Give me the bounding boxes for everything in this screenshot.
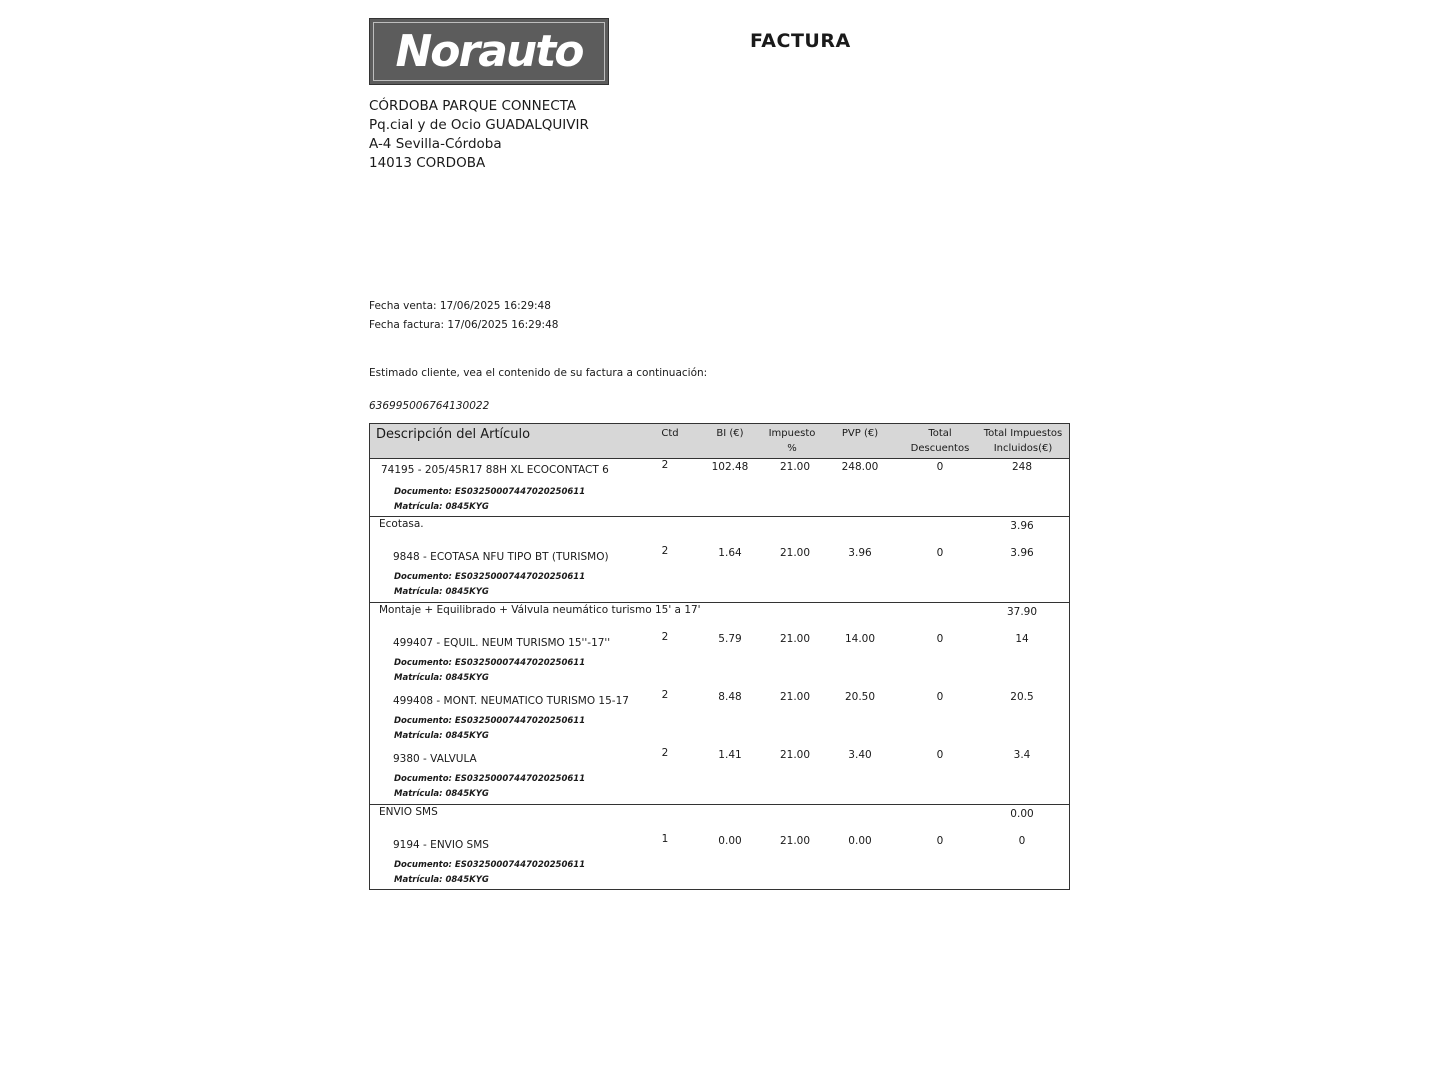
item-plate: Matrícula: 0845KYG xyxy=(394,502,489,512)
item-discount: 0 xyxy=(936,547,944,559)
item-tax: 21.00 xyxy=(779,633,811,645)
row-divider xyxy=(370,602,1069,603)
item-plate: Matrícula: 0845KYG xyxy=(394,673,489,683)
item-description: 74195 - 205/45R17 88H XL ECOCONTACT 6 xyxy=(381,464,609,476)
item-total: 20.5 xyxy=(1010,691,1034,703)
item-base: 1.64 xyxy=(718,547,742,559)
group-label: Montaje + Equilibrado + Válvula neumático turismo 15' a 17' xyxy=(379,604,701,616)
row-divider xyxy=(370,804,1069,805)
invoice-reference: 636995006764130022 xyxy=(369,400,490,412)
item-tax: 21.00 xyxy=(779,749,811,761)
item-discount: 0 xyxy=(936,461,944,473)
item-document: Documento: ES03250007447020250611 xyxy=(394,487,586,497)
item-total: 3.96 xyxy=(1010,547,1034,559)
store-address xyxy=(369,97,589,173)
item-document: Documento: ES03250007447020250611 xyxy=(394,774,586,784)
item-description: 499408 - MONT. NEUMATICO TURISMO 15-17 xyxy=(393,695,629,707)
item-total: 14 xyxy=(1015,633,1029,645)
document-title: FACTURA xyxy=(750,30,851,52)
item-document: Documento: ES03250007447020250611 xyxy=(394,572,586,582)
address-line: CÓRDOBA PARQUE CONNECTA xyxy=(369,98,577,114)
item-pvp: 20.50 xyxy=(844,691,876,703)
item-quantity: 1 xyxy=(661,833,669,845)
item-plate: Matrícula: 0845KYG xyxy=(394,789,489,799)
logo-text: Norauto xyxy=(395,26,583,77)
item-quantity: 2 xyxy=(661,545,669,557)
item-plate: Matrícula: 0845KYG xyxy=(394,587,489,597)
header-tax-line2: % xyxy=(787,443,797,454)
item-document: Documento: ES03250007447020250611 xyxy=(394,658,586,668)
group-label: Ecotasa. xyxy=(379,518,424,530)
header-base: BI (€) xyxy=(716,428,744,439)
header-total-line1: Total Impuestos xyxy=(983,428,1063,439)
header-discounts-line2: Descuentos xyxy=(910,443,970,454)
header-tax-line1: Impuesto xyxy=(768,428,816,439)
item-description: 499407 - EQUIL. NEUM TURISMO 15''-17'' xyxy=(393,637,611,649)
item-pvp: 14.00 xyxy=(844,633,876,645)
greeting-text: Estimado cliente, vea el contenido de su factura a continuación: xyxy=(369,367,708,379)
group-total: 3.96 xyxy=(1010,520,1034,532)
group-total: 0.00 xyxy=(1010,808,1034,820)
item-pvp: 248.00 xyxy=(841,461,879,473)
item-discount: 0 xyxy=(936,835,944,847)
item-quantity: 2 xyxy=(661,459,669,471)
item-pvp: 3.96 xyxy=(848,547,872,559)
dates-block xyxy=(369,297,558,335)
logo-frame xyxy=(373,22,605,81)
item-base: 102.48 xyxy=(711,461,749,473)
invoice-date: Fecha factura: 17/06/2025 16:29:48 xyxy=(369,319,559,331)
address-line: A-4 Sevilla-Córdoba xyxy=(369,136,502,152)
item-tax: 21.00 xyxy=(779,461,811,473)
item-pvp: 0.00 xyxy=(848,835,872,847)
item-base: 1.41 xyxy=(718,749,742,761)
item-discount: 0 xyxy=(936,633,944,645)
item-document: Documento: ES03250007447020250611 xyxy=(394,716,586,726)
item-description: 9194 - ENVIO SMS xyxy=(393,839,489,851)
item-total: 0 xyxy=(1018,835,1026,847)
item-total: 3.4 xyxy=(1013,749,1031,761)
item-plate: Matrícula: 0845KYG xyxy=(394,875,489,885)
item-pvp: 3.40 xyxy=(848,749,872,761)
address-line: Pq.cial y de Ocio GUADALQUIVIR xyxy=(369,117,589,133)
item-quantity: 2 xyxy=(661,689,669,701)
item-total: 248 xyxy=(1011,461,1033,473)
header-quantity: Ctd xyxy=(661,428,679,439)
header-total-line2: Incluidos(€) xyxy=(993,443,1053,454)
invoice-table xyxy=(369,423,1070,890)
item-quantity: 2 xyxy=(661,747,669,759)
row-divider xyxy=(370,516,1069,517)
sale-date: Fecha venta: 17/06/2025 16:29:48 xyxy=(369,300,551,312)
item-description: 9380 - VALVULA xyxy=(393,753,477,765)
header-pvp: PVP (€) xyxy=(841,428,879,439)
item-tax: 21.00 xyxy=(779,835,811,847)
table-header xyxy=(370,424,1069,459)
item-quantity: 2 xyxy=(661,631,669,643)
address-line: 14013 CORDOBA xyxy=(369,155,486,171)
item-discount: 0 xyxy=(936,749,944,761)
header-total xyxy=(978,426,1068,456)
item-discount: 0 xyxy=(936,691,944,703)
item-base: 8.48 xyxy=(718,691,742,703)
group-total: 37.90 xyxy=(1006,606,1038,618)
item-tax: 21.00 xyxy=(779,691,811,703)
norauto-logo xyxy=(369,18,609,85)
item-plate: Matrícula: 0845KYG xyxy=(394,731,489,741)
item-base: 0.00 xyxy=(718,835,742,847)
header-tax xyxy=(762,426,822,456)
item-document: Documento: ES03250007447020250611 xyxy=(394,860,586,870)
header-description: Descripción del Artículo xyxy=(376,427,531,442)
header-discounts-line1: Total xyxy=(928,428,952,439)
item-description: 9848 - ECOTASA NFU TIPO BT (TURISMO) xyxy=(393,551,609,563)
header-discounts xyxy=(905,426,975,456)
item-base: 5.79 xyxy=(718,633,742,645)
item-tax: 21.00 xyxy=(779,547,811,559)
group-label: ENVIO SMS xyxy=(379,806,438,818)
